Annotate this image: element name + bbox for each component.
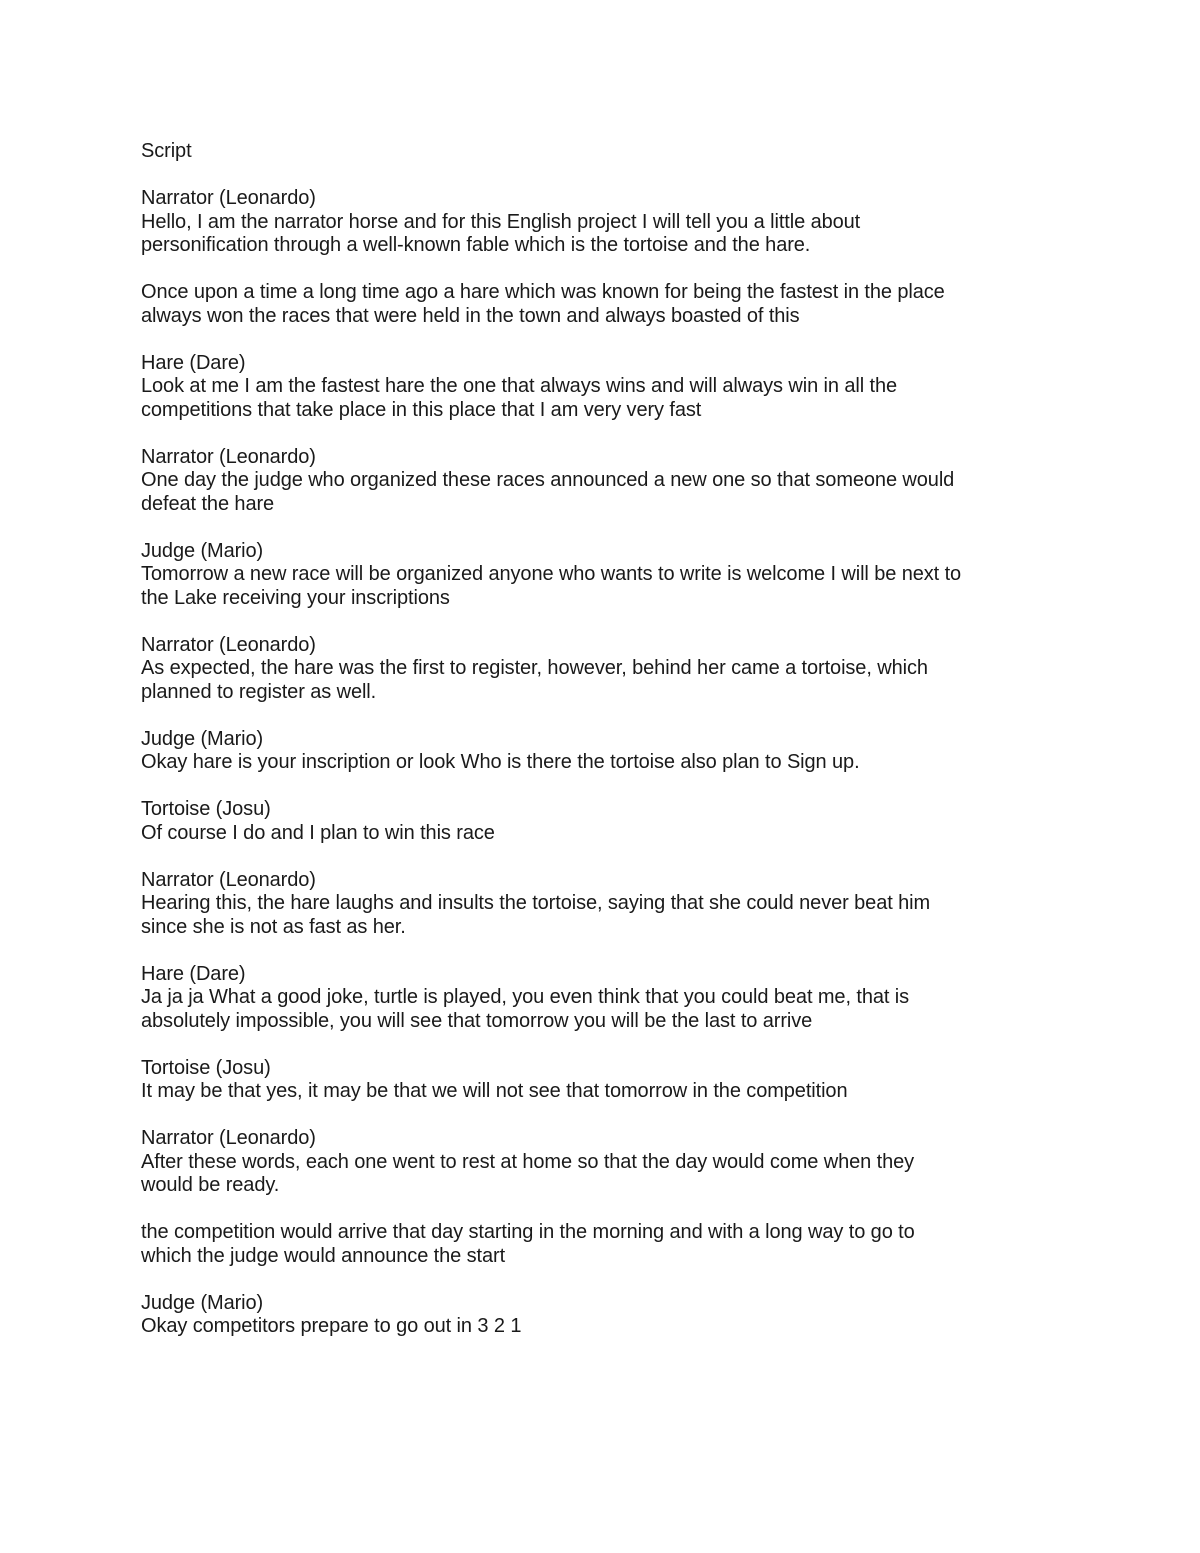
paragraph	[141, 446, 1141, 517]
text-line: Hare (Dare)	[141, 351, 246, 374]
text-line: which the judge would announce the start	[141, 1244, 506, 1267]
paragraph	[141, 540, 1141, 611]
paragraph	[141, 963, 1141, 1034]
text-line: always won the races that were held in the town and always boasted of this	[141, 304, 800, 327]
text-line: Judge (Mario)	[141, 539, 264, 562]
text-line: absolutely impossible, you will see that tomorrow you will be the last to arrive	[141, 1009, 813, 1032]
paragraph	[141, 798, 1141, 845]
text-line: the competition would arrive that day starting in the morning and with a long way to go to	[141, 1221, 915, 1243]
text-line: Narrator (Leonardo)	[141, 1127, 316, 1149]
text-line: Narrator (Leonardo)	[141, 187, 316, 209]
text-line: One day the judge who organized these races announced a new one so that someone would	[141, 469, 955, 491]
paragraph	[141, 634, 1141, 705]
document-page	[141, 140, 1141, 1362]
paragraph	[141, 187, 1141, 258]
document-body	[141, 187, 1141, 1339]
text-line: Hearing this, the hare laughs and insults the tortoise, saying that she could never beat him	[141, 892, 931, 914]
text-line: since she is not as fast as her.	[141, 915, 406, 938]
text-line: the Lake receiving your inscriptions	[141, 586, 450, 609]
text-line: Narrator (Leonardo)	[141, 868, 316, 891]
text-line: defeat the hare	[141, 492, 275, 515]
paragraph	[141, 1292, 1141, 1339]
text-line: Tomorrow a new race will be organized anyone who wants to write is welcome I will be next to	[141, 563, 962, 585]
text-line: Hare (Dare)	[141, 962, 246, 985]
paragraph	[141, 728, 1141, 775]
text-line: planned to register as well.	[141, 680, 377, 703]
text-line: personification through a well-known fable which is the tortoise and the hare.	[141, 234, 811, 256]
text-line: Okay hare is your inscription or look Who is there the tortoise also plan to Sign up.	[141, 751, 860, 773]
text-line: Okay competitors prepare to go out in 3 2 1	[141, 1315, 522, 1337]
paragraph	[141, 869, 1141, 940]
text-line: Tortoise (Josu)	[141, 1056, 271, 1079]
text-line: Narrator (Leonardo)	[141, 633, 316, 656]
text-line: would be ready.	[141, 1174, 280, 1196]
text-line: Once upon a time a long time ago a hare which was known for being the fastest in the place	[141, 281, 945, 303]
text-line: Judge (Mario)	[141, 727, 264, 750]
text-line: Narrator (Leonardo)	[141, 445, 316, 468]
text-line: It may be that yes, it may be that we will not see that tomorrow in the competition	[141, 1080, 848, 1102]
paragraph	[141, 1221, 1141, 1268]
text-line: Judge (Mario)	[141, 1291, 264, 1314]
text-line: As expected, the hare was the first to register, however, behind her came a tortoise, which	[141, 657, 928, 679]
text-line: competitions that take place in this place that I am very very fast	[141, 398, 702, 421]
document-title: Script	[141, 140, 192, 162]
text-line: Ja ja ja What a good joke, turtle is played, you even think that you could beat me, that is	[141, 986, 910, 1008]
paragraph	[141, 281, 1141, 328]
text-line: Of course I do and I plan to win this race	[141, 821, 495, 844]
text-line: Hello, I am the narrator horse and for this English project I will tell you a little about	[141, 210, 861, 233]
text-line: Look at me I am the fastest hare the one that always wins and will always win in all the	[141, 375, 898, 397]
paragraph	[141, 1127, 1141, 1198]
paragraph	[141, 1057, 1141, 1104]
text-line: Tortoise (Josu)	[141, 798, 271, 820]
text-line: After these words, each one went to rest at home so that the day would come when they	[141, 1150, 915, 1173]
paragraph	[141, 352, 1141, 423]
